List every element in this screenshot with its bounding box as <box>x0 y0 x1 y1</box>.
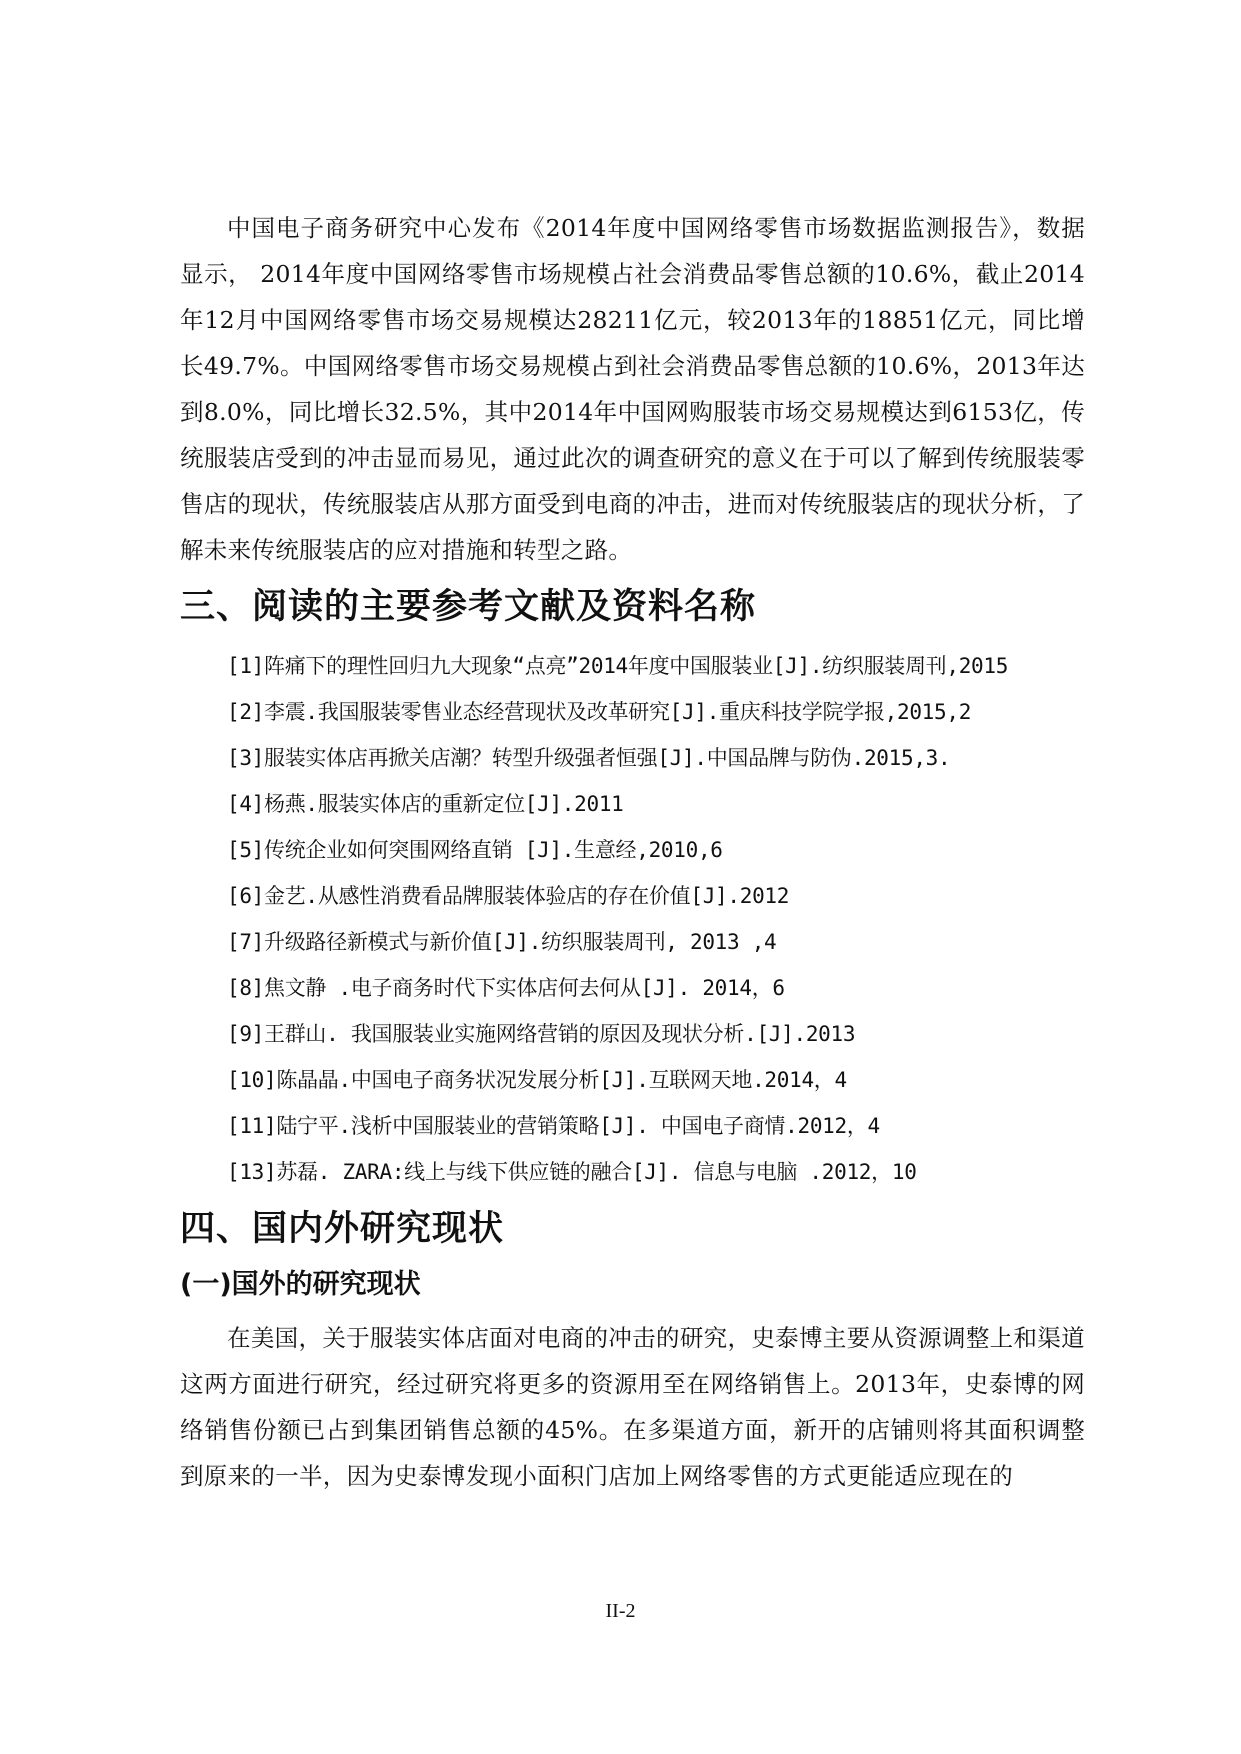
reference-item: [10]陈晶晶.中国电子商务状况发展分析[J].互联网天地.2014，4 <box>227 1068 847 1092</box>
reference-item: [8]焦文静 .电子商务时代下实体店何去何从[J]. 2014，6 <box>227 976 785 1000</box>
section-heading-research-status: 四、国内外研究现状 <box>180 1209 505 1249</box>
reference-item: [5]传统企业如何突围网络直销 [J].生意经,2010,6 <box>227 838 723 862</box>
reference-item: [6]金艺.从感性消费看品牌服装体验店的存在价值[J].2012 <box>227 884 790 908</box>
reference-list <box>180 643 1085 1195</box>
reference-item: [11]陆宁平.浅析中国服装业的营销策略[J]. 中国电子商情.2012，4 <box>227 1114 880 1138</box>
reference-item: [4]杨燕.服装实体店的重新定位[J].2011 <box>227 792 624 816</box>
reference-item: [1]阵痛下的理性回归九大现象“点亮”2014年度中国服装业[J].纺织服装周刊,2015 <box>227 654 1009 678</box>
reference-item: [13]苏磊. ZARA:线上与线下供应链的融合[J]. 信息与电脑 .2012，10 <box>227 1160 917 1184</box>
reference-item: [2]李震.我国服装零售业态经营现状及改革研究[J].重庆科技学院学报,2015,2 <box>227 700 972 724</box>
reference-item: [7]升级路径新模式与新价值[J].纺织服装周刊, 2013 ,4 <box>227 930 777 954</box>
page-number: II-2 <box>605 1600 636 1622</box>
section-heading-references: 三、阅读的主要参考文献及资料名称 <box>180 587 757 627</box>
intro-paragraph: 中国电子商务研究中心发布《2014年度中国网络零售市场数据监测报告》，数据显示， 2014年度中国网络零售市场规模占社会消费品零售总额的10.6%，截止2014年12月中国网络零售市场交易规模达28211亿元，较2013年的18851亿元，同比增长49.7%。中国网络零售市场交易规模占到社会消费品零售总额的10.6%，2013年达到8.0%，同比增长32.5%，其中2014年中国网购服装市场交易规模达到6153亿，传统服装店受到的冲击显而易见，通过此次的调查研究的意义在于可以了解到传统服装零售店的现状，传统服装店从那方面受到电商的冲击，进而对传统服装店的现状分析，了解未来传统服装店的应对措施和转型之路。 <box>180 214 1085 564</box>
subsection-heading-foreign: (一)国外的研究现状 <box>180 1269 421 1300</box>
document-body <box>180 205 1085 1499</box>
reference-item: [9]王群山. 我国服装业实施网络营销的原因及现状分析.[J].2013 <box>227 1022 856 1046</box>
reference-item: [3]服装实体店再掀关店潮？转型升级强者恒强[J].中国品牌与防伪.2015,3. <box>227 746 951 770</box>
foreign-research-paragraph: 在美国，关于服装实体店面对电商的冲击的研究，史泰博主要从资源调整上和渠道这两方面进行研究，经过研究将更多的资源用至在网络销售上。2013年，史泰博的网络销售份额已占到集团销售总额的45%。在多渠道方面，新开的店铺则将其面积调整到原来的一半，因为史泰博发现小面积门店加上网络零售的方式更能适应现在的 <box>180 1324 1085 1490</box>
